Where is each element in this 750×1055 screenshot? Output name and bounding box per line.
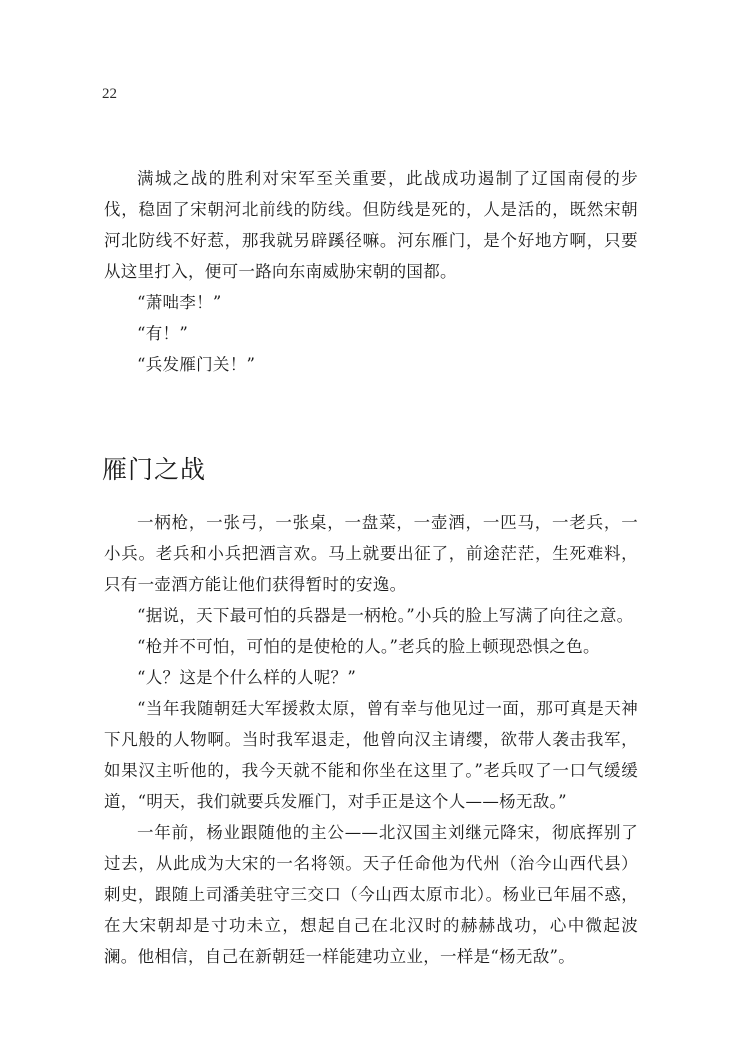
paragraph: “枪并不可怕，可怕的是使枪的人。”老兵的脸上顿现恐惧之色。 <box>137 637 600 656</box>
paragraph: “当年我随朝廷大军援救太原，曾有幸与他见过一面，那可真是天神下凡般的人物啊。当时我军退走，他曾向汉主请缨，欲带人袭击我军，如果汉主听他的，我今天就不能和你坐在这里了。”老兵叹了一口气缓缓道，“明天，我们就要兵发雁门，对手正是这个人——杨无敌。” <box>104 699 638 811</box>
intro-text-block <box>104 163 638 380</box>
paragraph: 一年前，杨业跟随他的主公——北汉国主刘继元降宋，彻底挥别了过去，从此成为大宋的一名将领。天子任命他为代州（治今山西代县）刺史，跟随上司潘美驻守三交口（今山西太原市北）。杨业已年届不惑，在大宋朝却是寸功未立，想起自己在北汉时的赫赫战功，心中微起波澜。他相信，自己在新朝廷一样能建功立业，一样是“杨无敌”。 <box>104 823 638 966</box>
paragraph: “萧咄李！” <box>137 293 222 312</box>
paragraph: “兵发雁门关！” <box>137 355 256 374</box>
paragraph: 满城之战的胜利对宋军至关重要，此战成功遏制了辽国南侵的步伐，稳固了宋朝河北前线的防线。但防线是死的，人是活的，既然宋朝河北防线不好惹，那我就另辟蹊径嘛。河东雁门，是个好地方啊，只要从这里打入，便可一路向东南威胁宋朝的国都。 <box>104 169 638 281</box>
paragraph: “有！” <box>137 324 189 343</box>
paragraph: “人？这是个什么样的人呢？” <box>137 668 357 687</box>
page-number: 22 <box>102 86 117 102</box>
paragraph: 一柄枪，一张弓，一张桌，一盘菜，一壶酒，一匹马，一老兵，一小兵。老兵和小兵把酒言欢。马上就要出征了，前途茫茫，生死难料，只有一壶酒方能让他们获得暂时的安逸。 <box>104 513 638 594</box>
section-heading: 雁门之战 <box>102 455 207 484</box>
section-text-block <box>104 507 638 972</box>
paragraph: “据说，天下最可怕的兵器是一柄枪。”小兵的脸上写满了向往之意。 <box>137 606 634 625</box>
